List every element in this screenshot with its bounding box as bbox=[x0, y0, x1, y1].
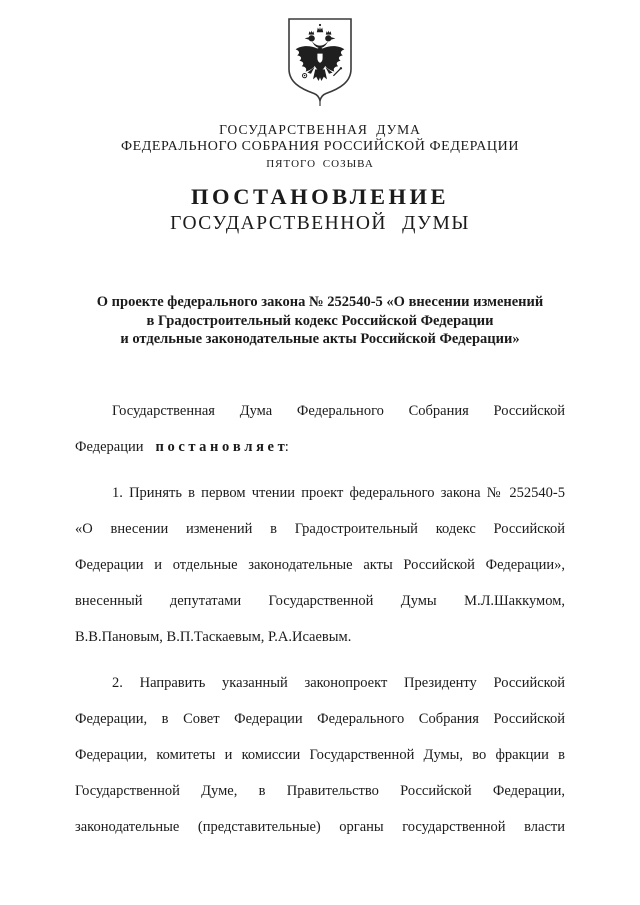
russian-coat-of-arms-icon bbox=[287, 17, 353, 111]
document-body bbox=[0, 393, 640, 845]
convocation-label: ПЯТОГО СОЗЫВА bbox=[266, 158, 374, 170]
body-line: Государственная Дума Федерального Собрания Российской bbox=[112, 402, 565, 419]
emblem-container bbox=[0, 0, 640, 111]
body-line-decree bbox=[75, 429, 565, 465]
subject-line-3: и отдельные законодательные акты Российской Федерации» bbox=[120, 331, 520, 347]
decree-word: п о с т а н о в л я е т bbox=[155, 438, 285, 455]
body-line: Федерации и отдельные законодательные акты Российской Федерации», bbox=[75, 556, 565, 573]
body-line: внесенный депутатами Государственной Думы М.Л.Шаккумом, bbox=[75, 592, 565, 609]
decree-pre: Федерации bbox=[75, 438, 144, 455]
document-type-title: ПОСТАНОВЛЕНИЕ bbox=[190, 184, 450, 209]
subject-line-1: О проекте федерального закона № 252540-5 «О внесении изменений bbox=[96, 294, 544, 310]
document-org-title: ГОСУДАРСТВЕННОЙ ДУМЫ bbox=[170, 213, 470, 234]
body-line: законодательные (представительные) органы государственной власти bbox=[75, 818, 565, 835]
body-line: 2. Направить указанный законопроект Президенту Российской bbox=[112, 674, 565, 691]
item-2-paragraph bbox=[75, 665, 565, 845]
org-name-line2: ФЕДЕРАЛЬНОГО СОБРАНИЯ РОССИЙСКОЙ ФЕДЕРАЦИИ bbox=[120, 139, 520, 154]
body-line: Федерации, в Совет Федерации Федерального Собрания Российской bbox=[75, 710, 565, 727]
body-line: В.В.Пановым, В.П.Таскаевым, Р.А.Исаевым. bbox=[75, 628, 352, 645]
body-line: «О внесении изменений в Градостроительный кодекс Российской bbox=[75, 520, 565, 537]
decree-colon: : bbox=[284, 438, 289, 455]
body-line: Государственной Думе, в Правительство Российской Федерации, bbox=[75, 782, 565, 799]
document-subject bbox=[0, 293, 640, 349]
org-name-line1: ГОСУДАРСТВЕННАЯ ДУМА bbox=[219, 122, 421, 137]
body-line: 1. Принять в первом чтении проект федерального закона № 252540-5 bbox=[112, 484, 565, 501]
item-1-paragraph bbox=[75, 475, 565, 655]
subject-line-2: в Градостроительный кодекс Российской Федерации bbox=[146, 312, 494, 329]
body-line: Федерации, комитеты и комиссии Государственной Думы, во фракции в bbox=[75, 746, 565, 763]
opening-paragraph bbox=[75, 393, 565, 465]
